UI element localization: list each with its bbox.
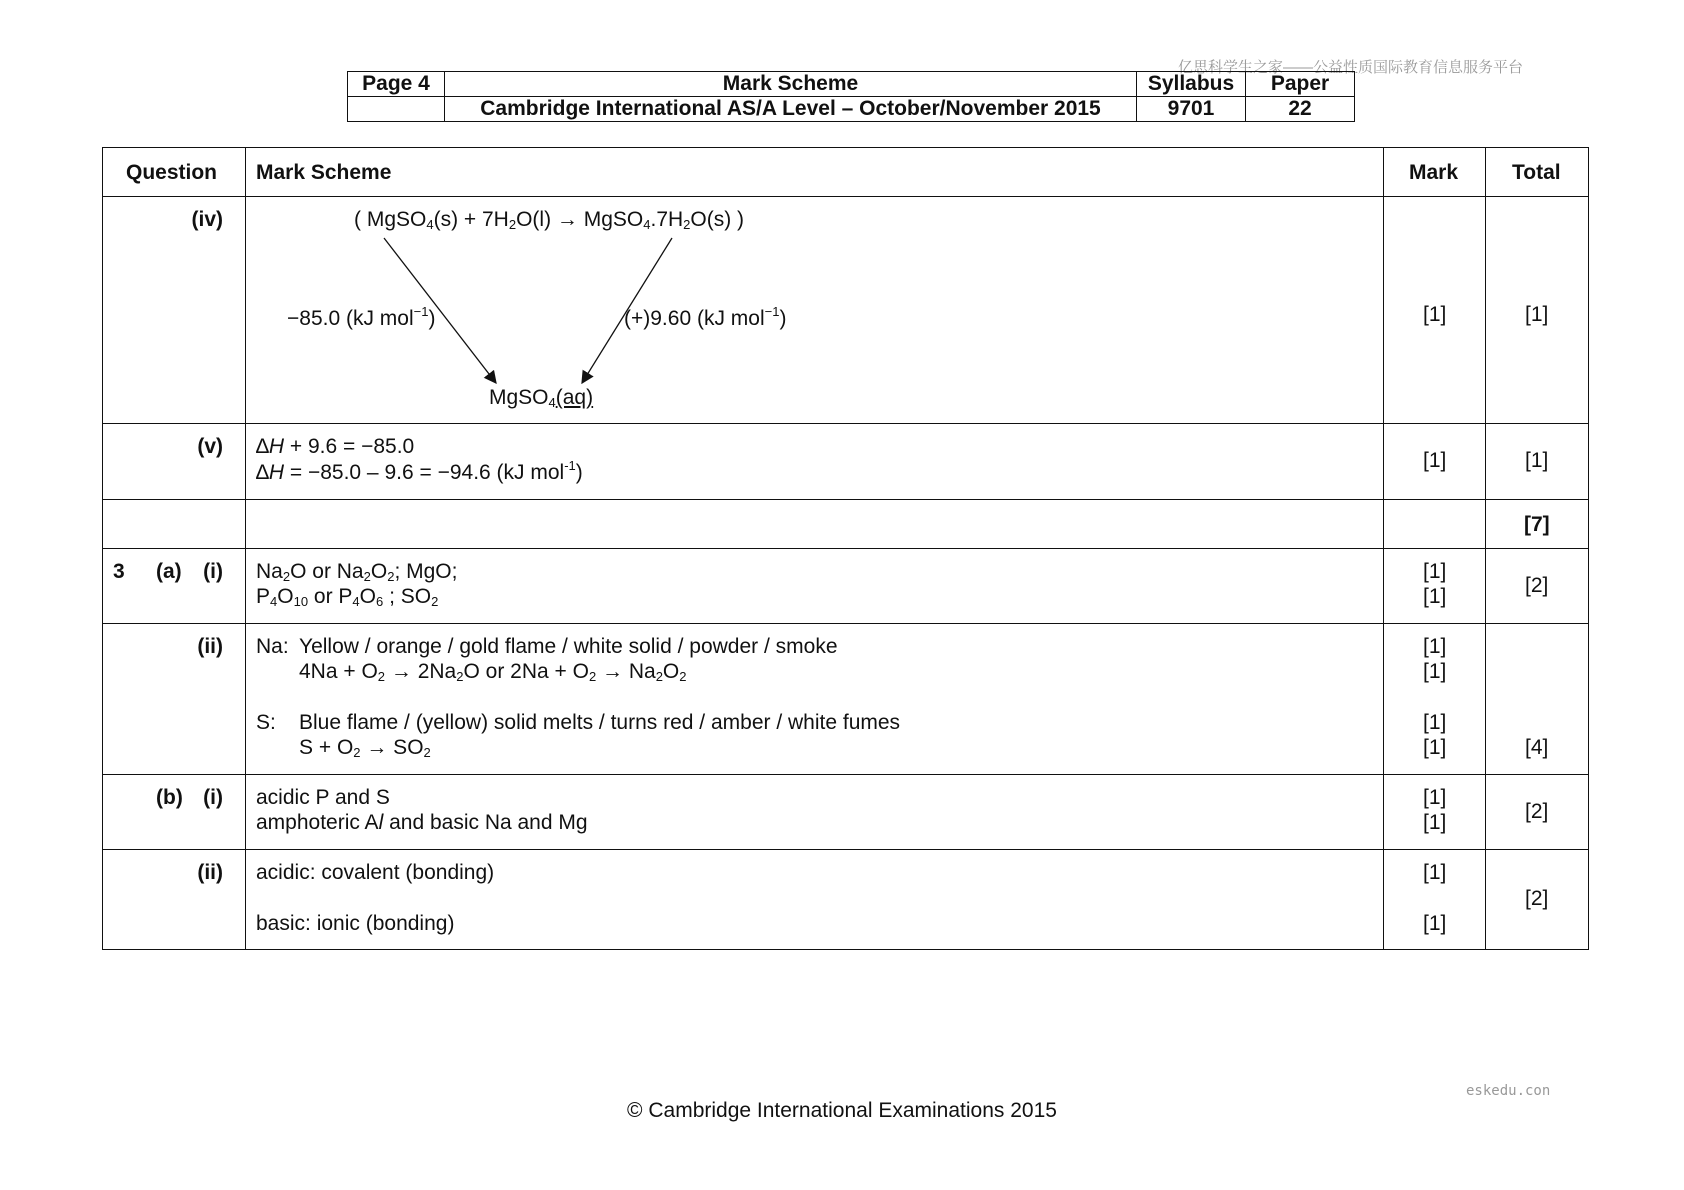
scheme-line: $4Na + O_2 \to 2Na_2O$ or $2Na + O_2 \to Na_2O_2$ — [299, 660, 687, 684]
question-label: (i) — [203, 786, 223, 809]
mark-value: [1] — [1423, 660, 1447, 683]
watermark-top: 亿思科学生之家——公益性质国际教育信息服务平台 — [1178, 59, 1524, 76]
total-value: [2] — [1525, 800, 1549, 823]
total-value: [4] — [1525, 736, 1549, 759]
product-label: MgSO$_4$(aq) — [489, 386, 594, 410]
total-value: [2] — [1525, 574, 1549, 597]
mark-value: [1] — [1423, 449, 1447, 472]
mark-header: Mark — [1409, 161, 1459, 184]
scheme-line: Blue flame / (yellow) solid melts / turns red / amber / white fumes — [299, 711, 901, 734]
total-value: [1] — [1525, 303, 1549, 326]
syllabus-label: Syllabus — [1137, 72, 1246, 97]
sodium-label: Na: — [256, 635, 289, 658]
mark-scheme-table — [102, 147, 1589, 950]
subtotal-value: [7] — [1524, 513, 1550, 536]
mark-value: [1] — [1423, 736, 1447, 759]
mark-value: [1] — [1423, 786, 1447, 809]
watermark-bottom: eskedu.con — [1466, 1083, 1551, 1099]
copyright-footer: © Cambridge International Examinations 2015 — [627, 1099, 1057, 1122]
scheme-line: basic: ionic (bonding) — [256, 912, 455, 935]
table-row — [103, 549, 1589, 624]
scheme-line: amphoteric Al and basic Na and Mg — [256, 811, 588, 834]
sulfur-label: S: — [256, 711, 276, 734]
scheme-line: $P_4O_{10}$ or $P_4O_6$ ; $SO_2$ — [256, 585, 439, 609]
enthalpy-left-label: −85.0 (kJ mol$^{-1}$) — [287, 304, 436, 330]
table-row — [103, 624, 1589, 775]
table-row — [103, 424, 1589, 500]
question-header: Question — [126, 161, 218, 184]
total-value: [2] — [1525, 887, 1549, 910]
scheme-line: ∆H = −85.0 – 9.6 = −94.6 (kJ mol$^{-1}$) — [256, 458, 583, 484]
enthalpy-cycle-arrows — [246, 197, 1383, 424]
mark-value: [1] — [1423, 912, 1447, 935]
page-number: Page 4 — [348, 72, 445, 97]
mark-value: [1] — [1423, 560, 1447, 583]
question-label: (iv) — [191, 208, 223, 231]
mark-value: [1] — [1423, 303, 1447, 326]
header-table — [347, 71, 1355, 122]
mark-value: [1] — [1423, 585, 1447, 608]
equation-top: ( MgSO$_4$(s) + $7H_2O(l)$ → $MgSO_4.7H_2O(s)$ ) — [354, 208, 745, 232]
question-label: (ii) — [197, 635, 223, 658]
mark-value: [1] — [1423, 861, 1447, 884]
question-part: (b) — [156, 786, 183, 809]
header-subtitle: Cambridge International AS/A Level – October/November 2015 — [445, 97, 1137, 122]
enthalpy-right-label: (+)9.60 (kJ mol$^{-1}$) — [624, 304, 787, 330]
arrow-left — [384, 238, 496, 383]
total-value: [1] — [1525, 449, 1549, 472]
syllabus-code: 9701 — [1137, 97, 1246, 122]
table-row — [103, 775, 1589, 850]
question-part: (a) — [156, 560, 182, 583]
scheme-line: Yellow / orange / gold flame / white solid / powder / smoke — [299, 635, 838, 658]
scheme-header: Mark Scheme — [256, 161, 392, 184]
mark-value: [1] — [1423, 811, 1447, 834]
scheme-line: acidic: covalent (bonding) — [256, 861, 495, 884]
mark-value: [1] — [1423, 711, 1447, 734]
total-header: Total — [1512, 161, 1561, 184]
question-label: (v) — [197, 435, 223, 458]
mark-value: [1] — [1423, 635, 1447, 658]
table-header-row — [103, 148, 1589, 197]
question-label: (i) — [203, 560, 223, 583]
table-row — [103, 850, 1589, 950]
scheme-line: ∆H + 9.6 = −85.0 — [256, 435, 415, 458]
header-empty-cell — [348, 97, 445, 122]
header-title: Mark Scheme — [445, 72, 1137, 97]
scheme-line: $Na_2O$ or $Na_2O_2$; MgO; — [256, 560, 458, 584]
paper-label: Paper — [1246, 72, 1355, 97]
question-label: (ii) — [197, 861, 223, 884]
arrow-right — [582, 238, 672, 383]
scheme-line: acidic P and S — [256, 786, 390, 809]
subtotal-row — [103, 500, 1589, 549]
paper-number: 22 — [1246, 97, 1355, 122]
scheme-line: $S + O_2 \to SO_2$ — [299, 736, 431, 760]
question-number: 3 — [113, 560, 125, 583]
table-row — [103, 197, 1589, 424]
